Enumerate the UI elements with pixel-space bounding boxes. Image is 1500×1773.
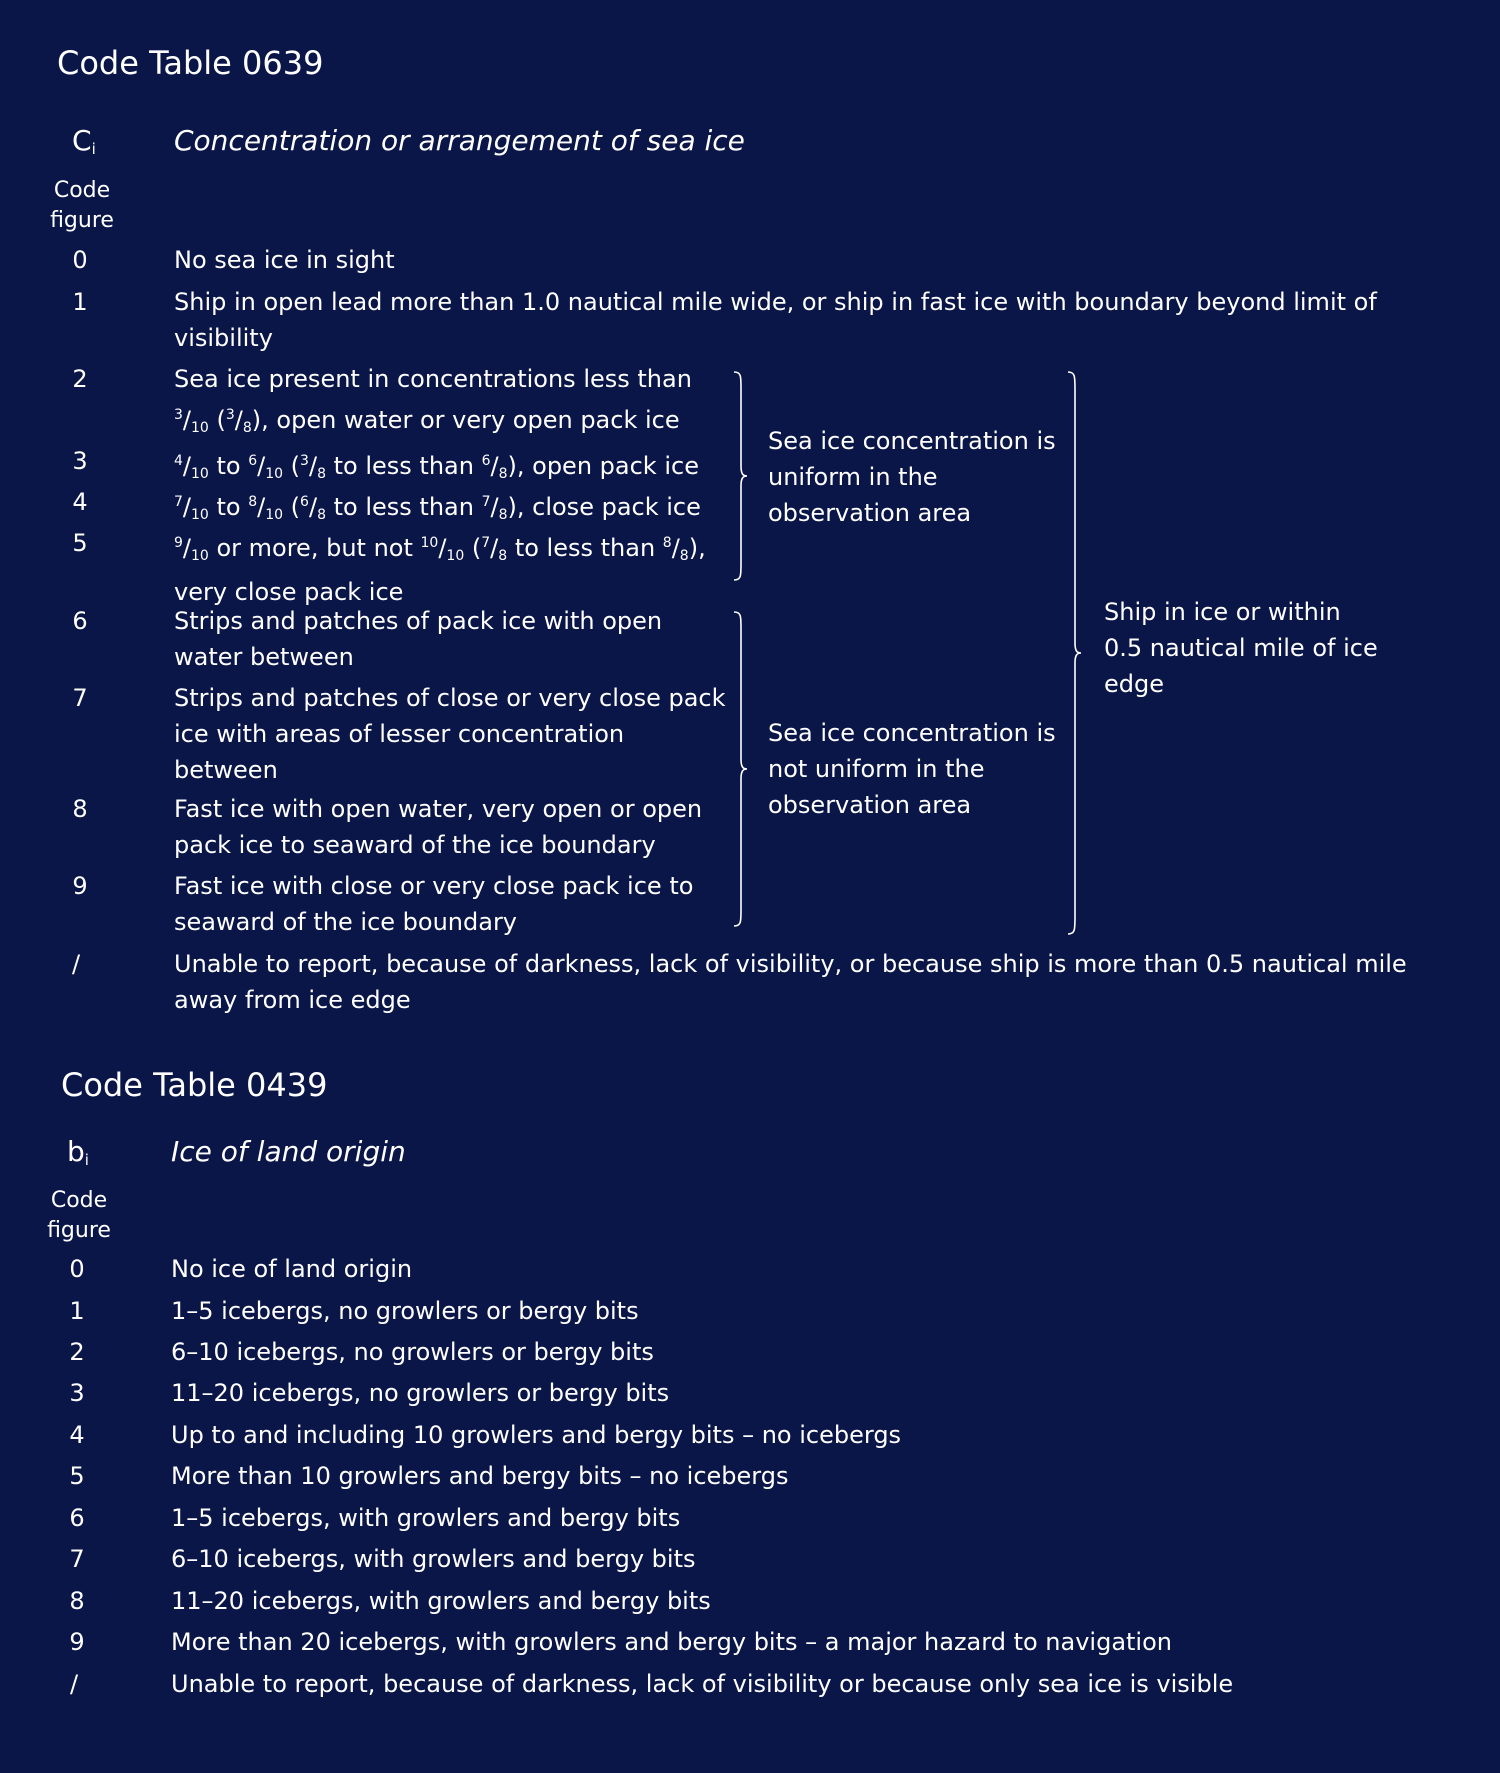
code-figure: 0 [72, 246, 88, 274]
code-figure: 6 [72, 607, 88, 635]
row-description: 11–20 icebergs, no growlers or bergy bits [171, 1379, 670, 1407]
row-description: Unable to report, because of darkness, lack of visibility, or because ship is more than 0.5 nautical mile away from ice edge [174, 950, 1407, 1014]
code-figure: 7 [69, 1545, 85, 1573]
code-figure: 9 [72, 872, 88, 900]
row-description: Fast ice with open water, very open or open pack ice to seaward of the ice boundary [174, 795, 703, 859]
row-description: $^9$/10 or more, but not $^{10}$/10 ($^7$/8 to less than $^8$/8), very close pack ice [174, 534, 706, 606]
row-description: More than 10 growlers and bergy bits – no icebergs [171, 1462, 789, 1490]
code-figure: 3 [69, 1379, 85, 1407]
table-0439-heading: Ice of land origin [171, 1135, 406, 1168]
code-figure: 4 [72, 488, 88, 516]
group-label-uniform: Sea ice concentration is uniform in the observation area [768, 427, 1056, 527]
row-description: No ice of land origin [171, 1255, 413, 1283]
fraction: $^3$/8 [225, 406, 252, 436]
code-figure: 2 [72, 365, 88, 393]
code-figure: 9 [69, 1628, 85, 1656]
code-figure: / [71, 950, 81, 978]
code-figure: 1 [69, 1297, 85, 1325]
brace-uniform [732, 370, 750, 582]
code-figure: 8 [72, 795, 88, 823]
code-figure: 7 [72, 684, 88, 712]
symbol-bi: $b_i$ [67, 1135, 89, 1169]
symbol-ci: $C_i$ [72, 124, 96, 158]
code-figure-header: Code figure [50, 178, 114, 233]
row-description: Strips and patches of pack ice with open water between [174, 607, 663, 671]
code-figure: 5 [69, 1462, 85, 1490]
group-label-ship-in-ice: Ship in ice or within 0.5 nautical mile of ice edge [1104, 598, 1378, 698]
row-description: $^7$/10 to $^8$/10 ($^6$/8 to less than $^7$/8), close pack ice [174, 493, 701, 523]
row-description: Ship in open lead more than 1.0 nautical mile wide, or ship in fast ice with boundary beyond limit of visibility [174, 288, 1377, 352]
row-description: 11–20 icebergs, with growlers and bergy bits [171, 1587, 711, 1615]
row-description: Unable to report, because of darkness, lack of visibility or because only sea ice is visible [171, 1670, 1234, 1698]
code-figure: 3 [72, 447, 88, 475]
row-description: Fast ice with close or very close pack ice to seaward of the ice boundary [174, 872, 694, 936]
row-description: 6–10 icebergs, with growlers and bergy bits [171, 1545, 696, 1573]
code-figure: 1 [72, 288, 88, 316]
row-description: 6–10 icebergs, no growlers or bergy bits [171, 1338, 654, 1366]
fraction: $^3$/10 [174, 406, 209, 436]
table-0439-title: Code Table 0439 [61, 1066, 328, 1104]
code-figure: 6 [69, 1504, 85, 1532]
code-figure: 5 [72, 529, 88, 557]
code-figure-header: Code figure [47, 1188, 111, 1243]
code-figure: 8 [69, 1587, 85, 1615]
table-0639-heading: Concentration or arrangement of sea ice [174, 124, 745, 157]
group-label-not-uniform: Sea ice concentration is not uniform in the observation area [768, 719, 1056, 819]
row-description: Strips and patches of close or very close pack ice with areas of lesser concentration between [174, 684, 726, 784]
table-0639-title: Code Table 0639 [57, 44, 324, 82]
brace-not-uniform [732, 610, 750, 928]
brace-ship-in-ice [1066, 370, 1084, 936]
row-description: Up to and including 10 growlers and bergy bits – no icebergs [171, 1421, 902, 1449]
row-description: No sea ice in sight [174, 246, 395, 274]
code-figure: 4 [69, 1421, 85, 1449]
row-description: 1–5 icebergs, with growlers and bergy bits [171, 1504, 681, 1532]
row-description: More than 20 icebergs, with growlers and bergy bits – a major hazard to navigation [171, 1628, 1172, 1656]
code-figure: 2 [69, 1338, 85, 1366]
row-description: $^4$/10 to $^6$/10 ($^3$/8 to less than $^6$/8), open pack ice [174, 452, 699, 482]
row-description: Sea ice present in concentrations less than $^3$/10 ($^3$/8), open water or very open pack ice [174, 365, 692, 436]
row-description: 1–5 icebergs, no growlers or bergy bits [171, 1297, 639, 1325]
code-figure: 0 [69, 1255, 85, 1283]
code-figure: / [69, 1670, 79, 1698]
